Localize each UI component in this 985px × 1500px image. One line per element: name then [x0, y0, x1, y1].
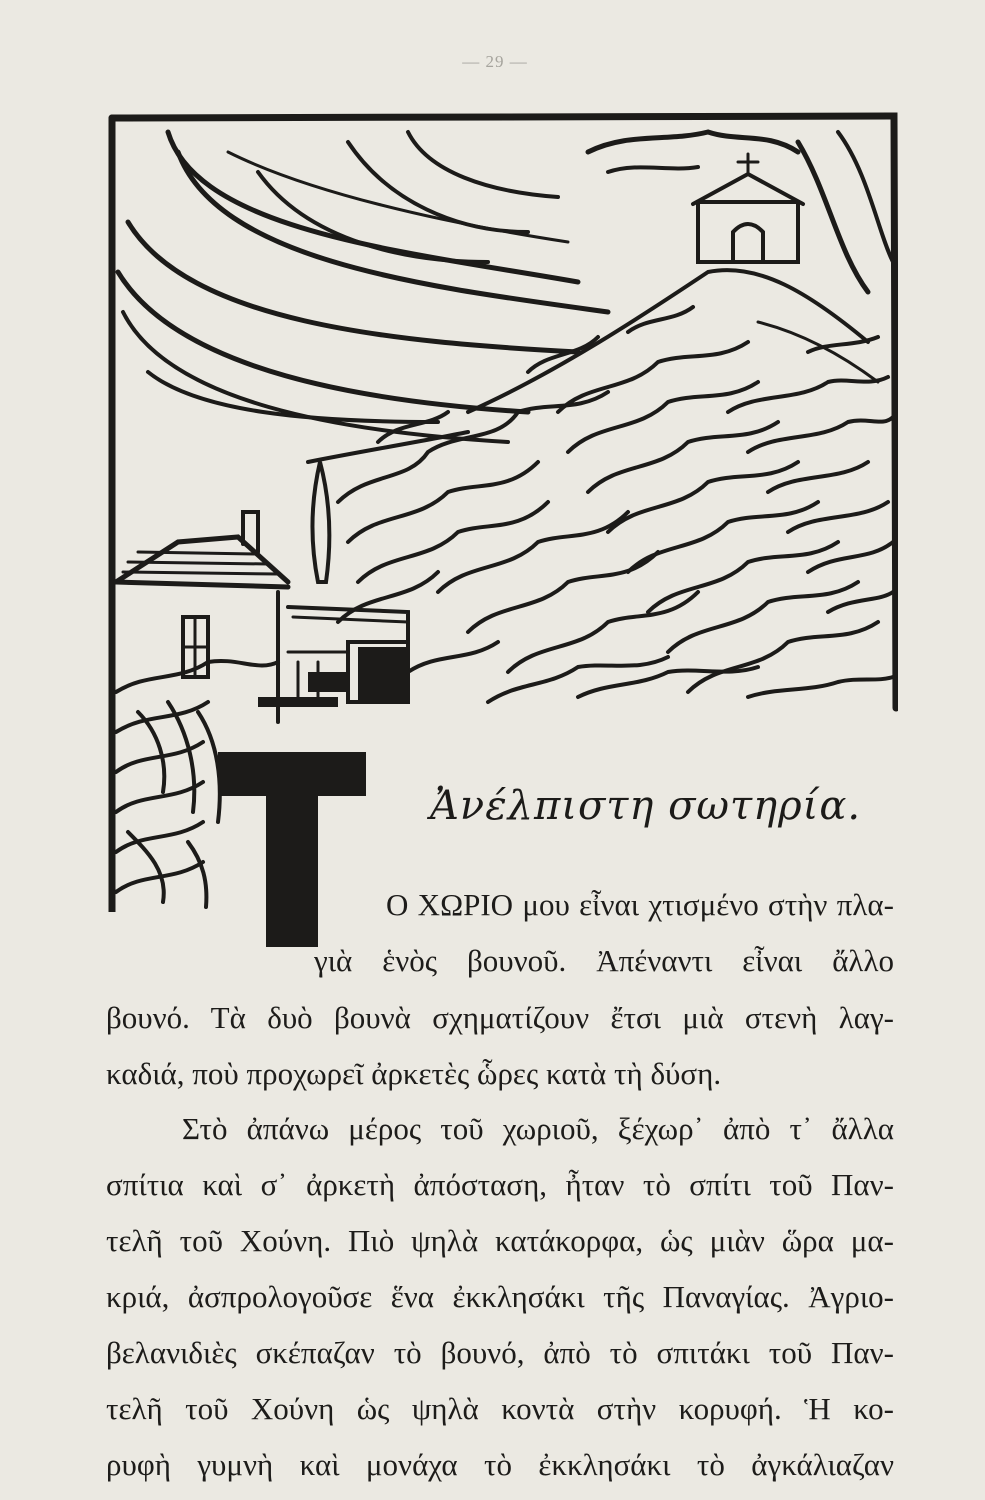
- body-line-6: σπίτια καὶ σ᾽ ἀρκετὴ ἀπόσταση, ἦταν τὸ σπίτι τοῦ Παν-: [106, 1167, 894, 1202]
- body-line-2: γιὰ ἑνὸς βουνοῦ. Ἀπέναντι εἶναι ἄλλο: [314, 943, 894, 978]
- body-line-4: καδιά, ποὺ προχωρεῖ ἀρκετὲς ὧρες κατὰ τὴ δύση.: [106, 1056, 722, 1091]
- drop-cap-letter: [218, 752, 366, 947]
- body-line-5: Στὸ ἀπάνω μέρος τοῦ χωριοῦ, ξέχωρ᾽ ἀπὸ τ᾽ ἄλλα: [182, 1111, 894, 1146]
- page-number: — 29 —: [462, 52, 528, 71]
- body-line-8: κριά, ἀσπρολογοῦσε ἕνα ἐκκλησάκι τῆς Παναγίας. Ἀγριο-: [106, 1279, 894, 1314]
- body-line-9: βελανιδιὲς σκέπαζαν τὸ βουνό, ἀπὸ τὸ σπιτάκι τοῦ Παν-: [106, 1335, 894, 1370]
- body-line-3: βουνό. Τὰ δυὸ βουνὰ σχηματίζουν ἔτσι μιὰ στενὴ λαγ-: [106, 1000, 894, 1035]
- chapter-title: Ἀνέλπιστη σωτηρία.: [430, 783, 862, 829]
- body-line-10: τελῆ τοῦ Χούνη ὡς ψηλὰ κοντὰ στὴν κορυφή. Ἡ κο-: [106, 1391, 894, 1426]
- body-line-11: ρυφὴ γυμνὴ καὶ μονάχα τὸ ἐκκλησάκι τὸ ἀγκάλιαζαν: [106, 1447, 894, 1482]
- body-line-7: τελῆ τοῦ Χούνη. Πιὸ ψηλὰ κατάκορφα, ὡς μιὰν ὥρα μα-: [106, 1223, 894, 1258]
- body-line-1: Ο ΧΩΡΙΟ μου εἶναι χτισμένο στὴν πλα-: [386, 887, 894, 922]
